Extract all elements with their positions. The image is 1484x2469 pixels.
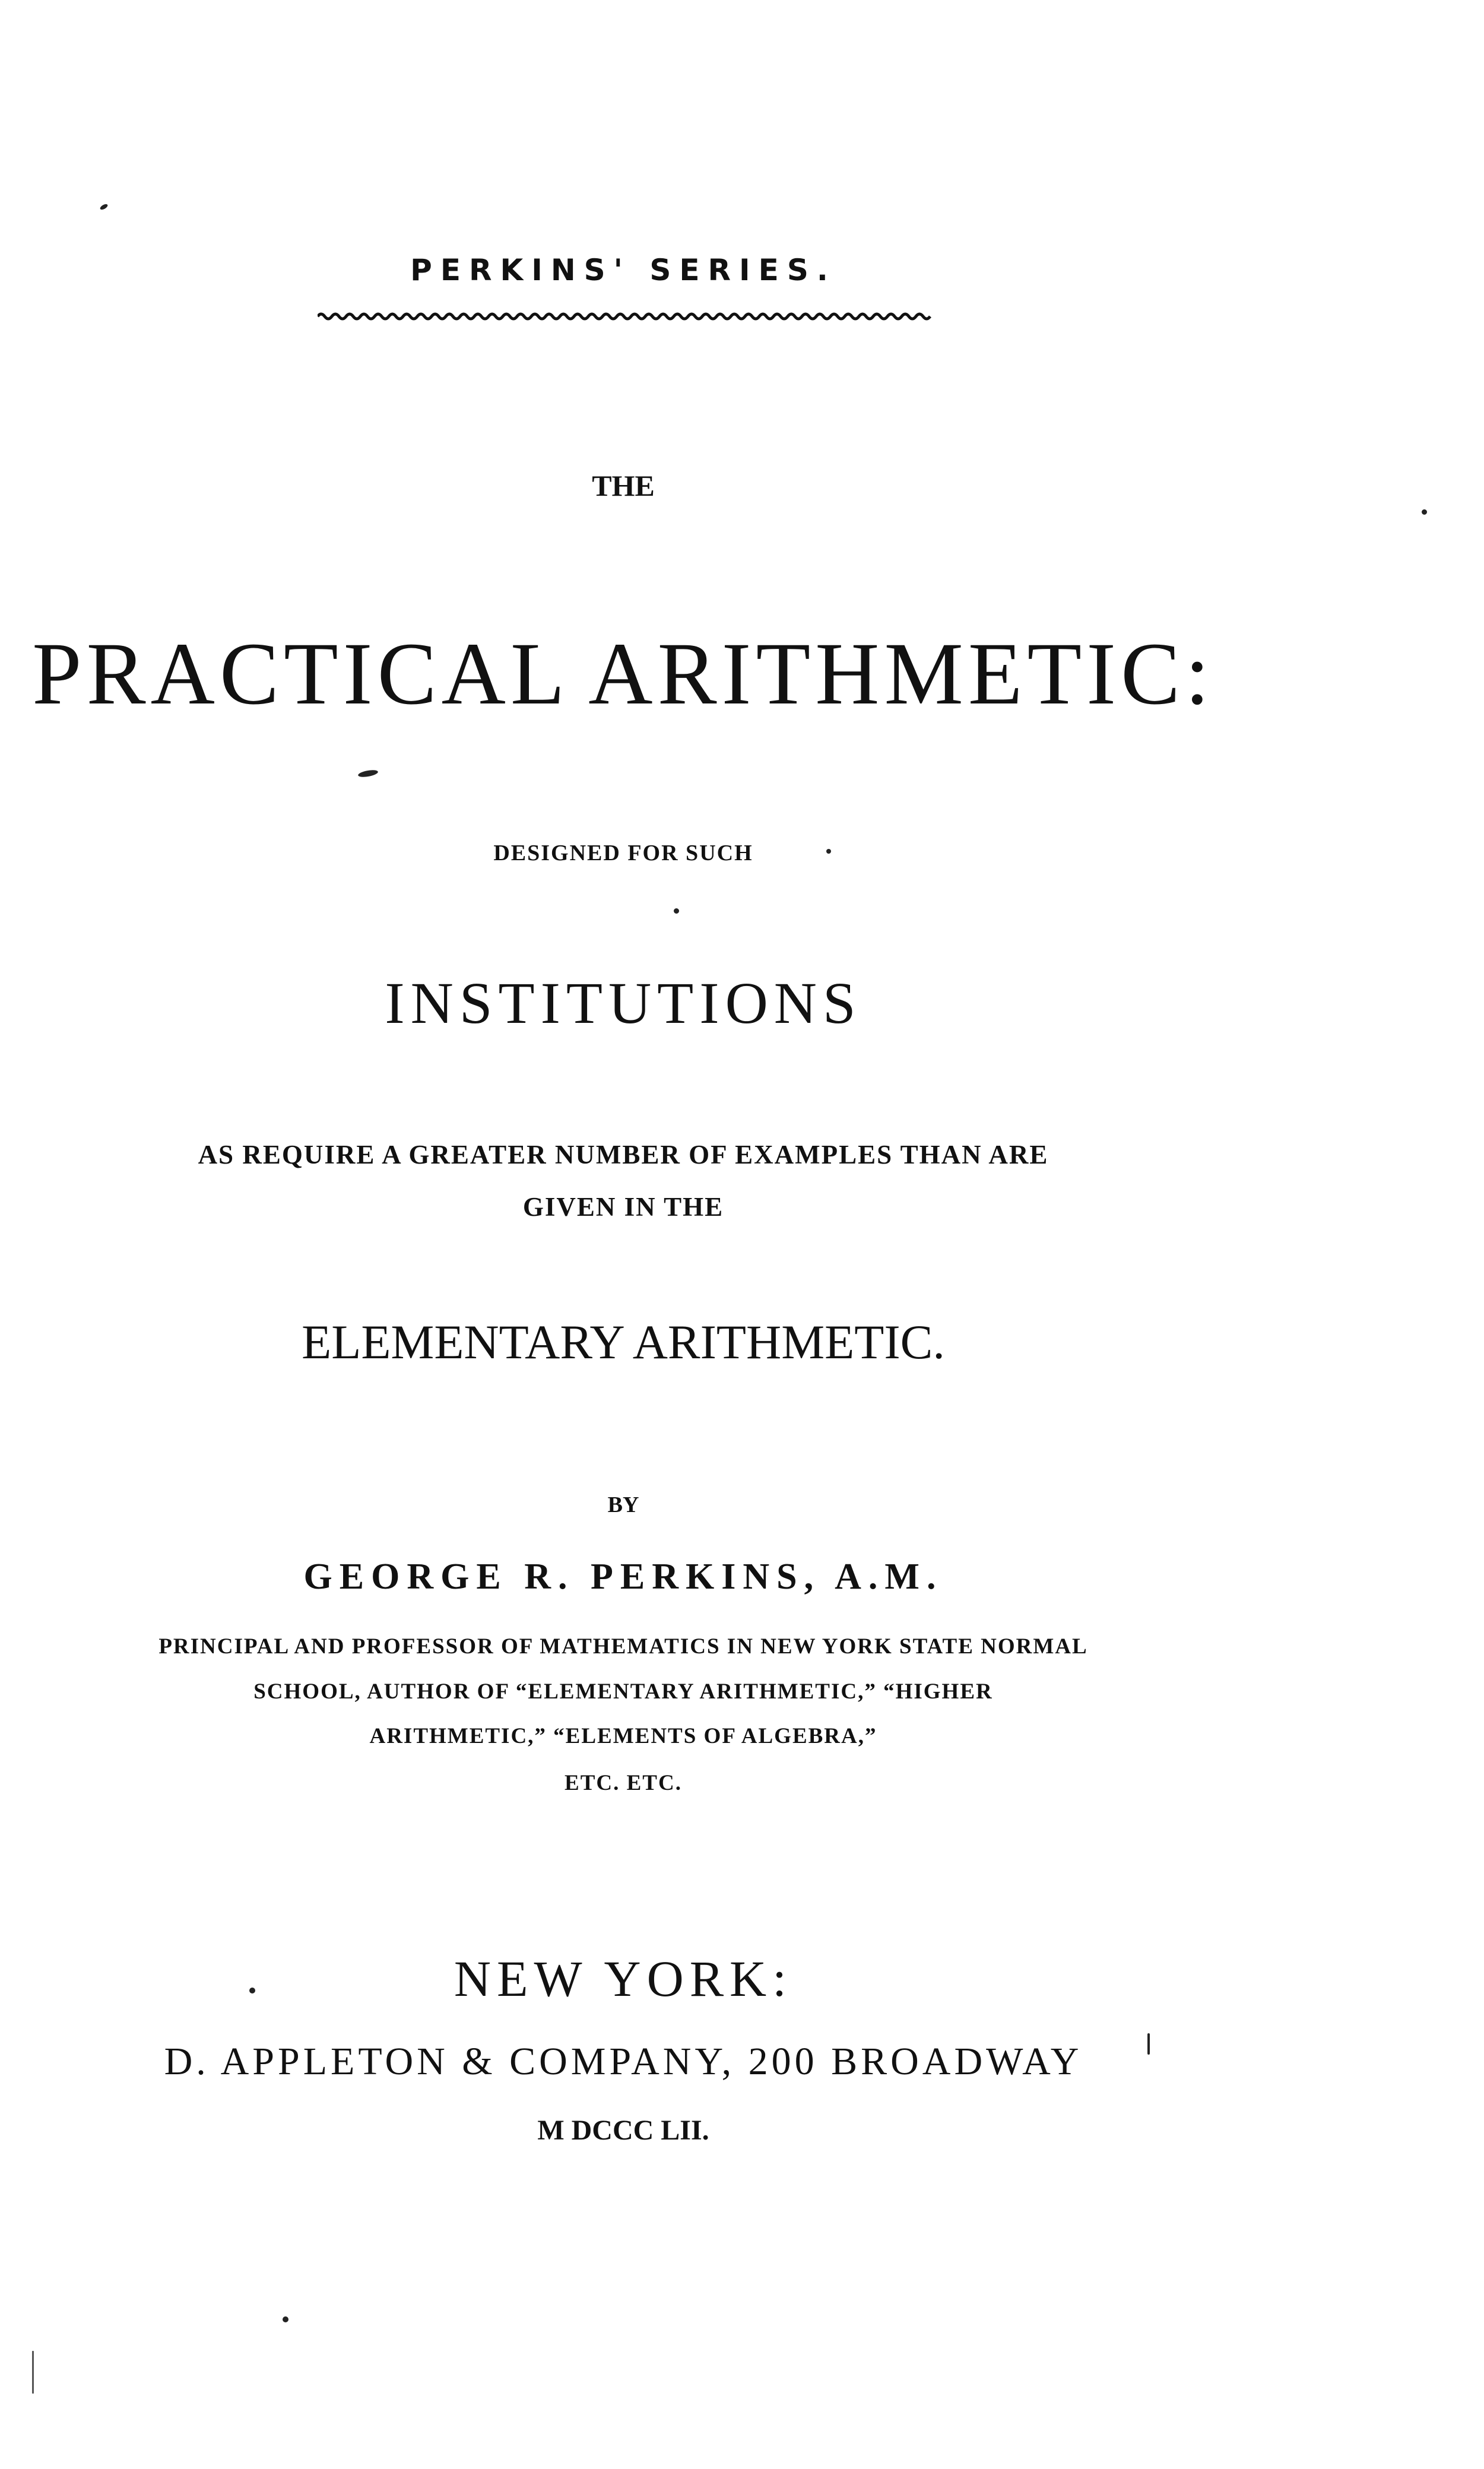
scan-speck (283, 2316, 288, 2322)
book-title: PRACTICAL ARITHMETIC: (32, 625, 1215, 723)
author-credential-line: ETC. ETC. (565, 1771, 682, 1795)
series-heading: PERKINS' SERIES. (410, 253, 836, 287)
scan-speck (357, 769, 378, 778)
scan-speck (674, 908, 679, 914)
scan-speck (1147, 2033, 1150, 2055)
by-line: BY (607, 1492, 639, 1517)
elementary-arithmetic-line: ELEMENTARY ARITHMETIC. (302, 1315, 945, 1369)
publisher-city: NEW YORK: (454, 1950, 793, 2007)
wavy-rule (318, 310, 932, 323)
author-credential-line: SCHOOL, AUTHOR OF “ELEMENTARY ARITHMETIC,” “HIGHER (253, 1679, 993, 1704)
scan-speck (249, 1988, 255, 1993)
require-line-2: GIVEN IN THE (522, 1192, 724, 1222)
designed-for-line: DESIGNED FOR SUCH (493, 841, 753, 866)
author-credential-line: PRINCIPAL AND PROFESSOR OF MATHEMATICS IN NEW YORK STATE NORMAL (158, 1634, 1088, 1659)
scan-speck (99, 203, 109, 211)
author-credential-line: ARITHMETIC,” “ELEMENTS OF ALGEBRA,” (369, 1724, 877, 1748)
publication-date: M DCCC LII. (537, 2115, 709, 2146)
publisher-name: D. APPLETON & COMPANY, 200 BROADWAY (164, 2040, 1083, 2083)
require-line-1: AS REQUIRE A GREATER NUMBER OF EXAMPLES THAN ARE (198, 1140, 1049, 1169)
scan-speck (1422, 509, 1427, 515)
author-name: GEORGE R. PERKINS, A.M. (303, 1557, 943, 1597)
scan-speck (32, 2351, 34, 2394)
scan-speck (826, 849, 831, 854)
institutions-line: INSTITUTIONS (385, 970, 862, 1036)
title-article: THE (592, 469, 655, 502)
